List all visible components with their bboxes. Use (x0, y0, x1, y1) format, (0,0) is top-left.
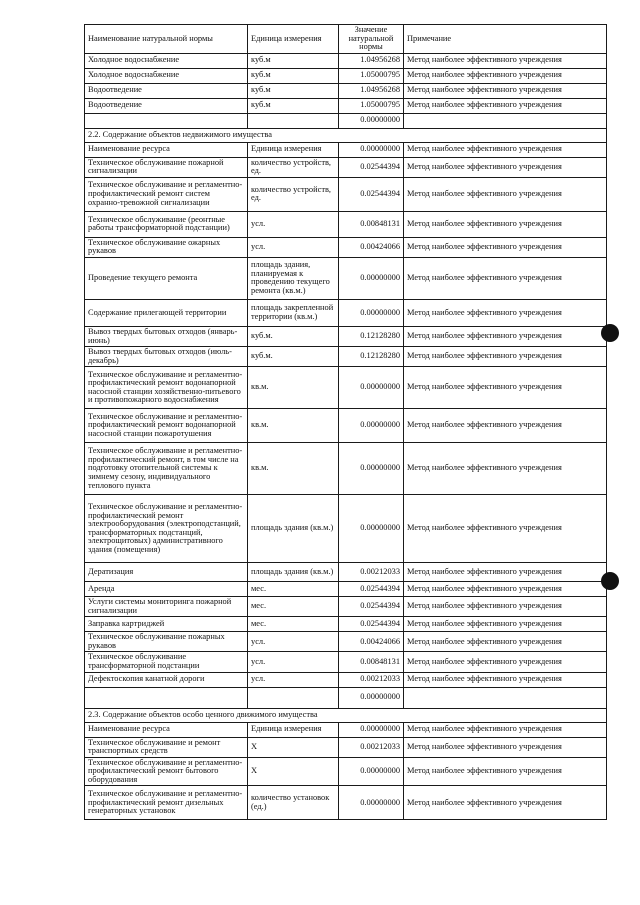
table-row (85, 632, 607, 652)
row-name: Услуги системы мониторинга пожарной сигнализации (85, 597, 248, 617)
row-value: 0.00000000 (339, 257, 404, 299)
row-name: Вывоз твердых бытовых отходов (июль-декабрь) (85, 347, 248, 367)
norms-table (84, 24, 607, 820)
row-name: Техническое обслуживание ожарных рукавов (85, 237, 248, 257)
row-name: Вывоз твердых бытовых отходов (январь-июнь) (85, 326, 248, 346)
row-name: Содержание прилегающей территории (85, 299, 248, 326)
row-unit: кв.м. (248, 367, 339, 409)
row-value: 0.00000000 (339, 722, 404, 737)
row-name: Техническое обслуживание и регламентно-профилактический ремонт бытового оборудования (85, 757, 248, 786)
table-row (85, 326, 607, 346)
section-title-row (85, 708, 607, 722)
row-note: Метод наиболее эффективного учреждения (404, 617, 607, 632)
row-unit: мес. (248, 597, 339, 617)
table-row (85, 211, 607, 237)
row-value: 0.02544394 (339, 177, 404, 211)
row-unit: площадь здания (кв.м.) (248, 495, 339, 563)
table-row (85, 237, 607, 257)
row-value: 1.04956268 (339, 53, 404, 68)
row-name: Холодное водоснабжение (85, 53, 248, 68)
norms-table-body (85, 25, 607, 820)
row-note: Метод наиболее эффективного учреждения (404, 409, 607, 443)
row-name: Водоотведение (85, 83, 248, 98)
total-value: 0.00000000 (339, 687, 404, 708)
row-note: Метод наиболее эффективного учреждения (404, 786, 607, 820)
table-row (85, 597, 607, 617)
row-note: Метод наиболее эффективного учреждения (404, 326, 607, 346)
table-row (85, 757, 607, 786)
row-name: Техническое обслуживание и регламентно-профилактический ремонт систем охранно-тревожной сигнализации (85, 177, 248, 211)
table-row (85, 617, 607, 632)
row-note: Метод наиболее эффективного учреждения (404, 347, 607, 367)
row-unit: усл. (248, 211, 339, 237)
row-value: 0.12128280 (339, 347, 404, 367)
row-value: 0.02544394 (339, 157, 404, 177)
row-name: Техническое обслуживание и регламентно-профилактический ремонт водонапорной насосной станции хозяйственно-питьевого и противопожарного водоснабжения (85, 367, 248, 409)
row-unit: усл. (248, 672, 339, 687)
row-name: Техническое обслуживание и регламентно-профилактический ремонт дизельных генераторных установок (85, 786, 248, 820)
row-note: Метод наиболее эффективного учреждения (404, 211, 607, 237)
row-note: Метод наиболее эффективного учреждения (404, 632, 607, 652)
section-title: 2.2. Содержание объектов недвижимого имущества (85, 128, 607, 142)
row-name: Заправка картриджей (85, 617, 248, 632)
row-value: 1.05000795 (339, 68, 404, 83)
row-name: Наименование ресурса (85, 142, 248, 157)
row-note: Метод наиболее эффективного учреждения (404, 495, 607, 563)
row-name: Дератизация (85, 563, 248, 582)
table-row (85, 786, 607, 820)
row-note: Метод наиболее эффективного учреждения (404, 367, 607, 409)
row-value: 0.02544394 (339, 617, 404, 632)
row-unit: X (248, 757, 339, 786)
row-note: Метод наиболее эффективного учреждения (404, 237, 607, 257)
row-unit: кв.м. (248, 443, 339, 495)
row-name: Техническое обслуживание (реонтные работы трансформаторной подстанции) (85, 211, 248, 237)
row-value: 0.12128280 (339, 326, 404, 346)
row-value: 0.00424066 (339, 237, 404, 257)
row-unit: количество устройств, ед. (248, 177, 339, 211)
header-note: Примечание (404, 25, 607, 54)
row-name: Водоотведение (85, 98, 248, 113)
table-header-row (85, 25, 607, 54)
binding-hole-mark (601, 324, 619, 342)
row-note: Метод наиболее эффективного учреждения (404, 98, 607, 113)
table-row (85, 367, 607, 409)
row-note: Метод наиболее эффективного учреждения (404, 672, 607, 687)
table-row (85, 98, 607, 113)
row-note: Метод наиболее эффективного учреждения (404, 68, 607, 83)
section-title-row (85, 128, 607, 142)
table-row (85, 443, 607, 495)
row-value: 0.00000000 (339, 443, 404, 495)
row-name: Проведение текущего ремонта (85, 257, 248, 299)
row-unit: количество устройств, ед. (248, 157, 339, 177)
row-note: Метод наиболее эффективного учреждения (404, 299, 607, 326)
row-name: Холодное водоснабжение (85, 68, 248, 83)
table-row (85, 299, 607, 326)
table-row (85, 257, 607, 299)
row-value: 0.00000000 (339, 786, 404, 820)
table-row (85, 495, 607, 563)
row-unit: количество установок (ед.) (248, 786, 339, 820)
total-row (85, 687, 607, 708)
row-unit: куб.м. (248, 347, 339, 367)
row-unit: Единица измерения (248, 142, 339, 157)
row-name: Техническое обслуживание пожарных рукавов (85, 632, 248, 652)
row-note: Метод наиболее эффективного учреждения (404, 142, 607, 157)
row-note: Метод наиболее эффективного учреждения (404, 177, 607, 211)
row-value: 0.00000000 (339, 757, 404, 786)
row-unit: куб.м (248, 68, 339, 83)
row-unit: мес. (248, 582, 339, 597)
row-value: 0.00000000 (339, 299, 404, 326)
table-row (85, 157, 607, 177)
row-unit: X (248, 737, 339, 757)
row-value: 0.00000000 (339, 495, 404, 563)
row-unit: площадь здания (кв.м.) (248, 563, 339, 582)
row-note: Метод наиболее эффективного учреждения (404, 737, 607, 757)
row-name: Техническое обслуживание пожарной сигнализации (85, 157, 248, 177)
row-name: Аренда (85, 582, 248, 597)
row-note: Метод наиболее эффективного учреждения (404, 563, 607, 582)
total-row (85, 113, 607, 128)
section-header-row (85, 722, 607, 737)
row-note: Метод наиболее эффективного учреждения (404, 757, 607, 786)
row-unit: площадь закрепленной территории (кв.м.) (248, 299, 339, 326)
table-row (85, 53, 607, 68)
table-row (85, 347, 607, 367)
row-name: Дефектоскопия канатной дороги (85, 672, 248, 687)
row-note: Метод наиболее эффективного учреждения (404, 257, 607, 299)
row-unit: мес. (248, 617, 339, 632)
section-title: 2.3. Содержание объектов особо ценного движимого имущества (85, 708, 607, 722)
header-unit: Единица измерения (248, 25, 339, 54)
row-value: 1.05000795 (339, 98, 404, 113)
table-row (85, 68, 607, 83)
row-unit: кв.м. (248, 409, 339, 443)
binding-hole-mark (601, 572, 619, 590)
section-header-row (85, 142, 607, 157)
row-value: 0.02544394 (339, 597, 404, 617)
row-value: 0.00000000 (339, 142, 404, 157)
row-value: 0.00848131 (339, 211, 404, 237)
row-value: 1.04956268 (339, 83, 404, 98)
row-value: 0.00212033 (339, 563, 404, 582)
header-value: Значение натуральной нормы (339, 25, 404, 54)
row-name: Техническое обслуживание и регламентно-профилактический ремонт электрооборудования (электроподстанций, трансформаторных подстанций, электрощитовых) административного здания (помещения) (85, 495, 248, 563)
row-name: Техническое обслуживание и регламентно-профилактический ремонт, в том числе на подготовку отопительной системы к зимнему сезону, индивидуального теплового пункта (85, 443, 248, 495)
row-unit: куб.м (248, 83, 339, 98)
table-row (85, 737, 607, 757)
row-value: 0.00000000 (339, 367, 404, 409)
row-note: Метод наиболее эффективного учреждения (404, 582, 607, 597)
row-unit: усл. (248, 652, 339, 672)
row-unit: куб.м (248, 98, 339, 113)
row-value: 0.02544394 (339, 582, 404, 597)
table-row (85, 409, 607, 443)
row-note: Метод наиболее эффективного учреждения (404, 53, 607, 68)
row-unit: усл. (248, 237, 339, 257)
row-unit: площадь здания, планируемая к проведению текущего ремонта (кв.м.) (248, 257, 339, 299)
table-row (85, 652, 607, 672)
row-name: Техническое обслуживание и регламентно-профилактический ремонт водонапорной насосной станции пожаротушения (85, 409, 248, 443)
table-row (85, 563, 607, 582)
row-value: 0.00848131 (339, 652, 404, 672)
table-row (85, 672, 607, 687)
row-value: 0.00424066 (339, 632, 404, 652)
row-note: Метод наиболее эффективного учреждения (404, 83, 607, 98)
row-value: 0.00212033 (339, 672, 404, 687)
row-unit: куб.м (248, 53, 339, 68)
table-row (85, 83, 607, 98)
row-note: Метод наиболее эффективного учреждения (404, 722, 607, 737)
table-row (85, 582, 607, 597)
row-value: 0.00000000 (339, 409, 404, 443)
header-name: Наименование натуральной нормы (85, 25, 248, 54)
row-unit: куб.м. (248, 326, 339, 346)
row-unit: усл. (248, 632, 339, 652)
row-note: Метод наиболее эффективного учреждения (404, 443, 607, 495)
row-name: Техническое обслуживание и ремонт транспортных средств (85, 737, 248, 757)
total-value: 0.00000000 (339, 113, 404, 128)
row-note: Метод наиболее эффективного учреждения (404, 597, 607, 617)
row-note: Метод наиболее эффективного учреждения (404, 652, 607, 672)
table-row (85, 177, 607, 211)
row-note: Метод наиболее эффективного учреждения (404, 157, 607, 177)
row-name: Техническое обслуживание трансформаторной подстанции (85, 652, 248, 672)
row-name: Наименование ресурса (85, 722, 248, 737)
row-unit: Единица измерения (248, 722, 339, 737)
row-value: 0.00212033 (339, 737, 404, 757)
